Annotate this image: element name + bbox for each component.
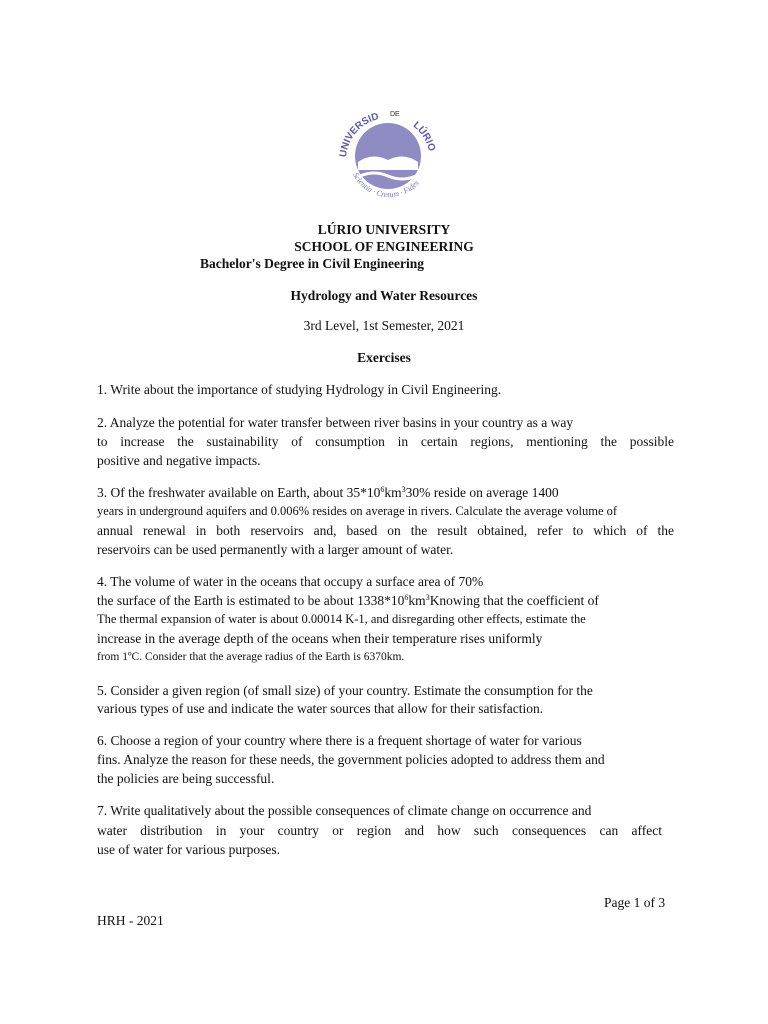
exercise-1: 1. Write about the importance of studying Hydrology in Civil Engineering. <box>97 382 502 397</box>
degree-name: Bachelor's Degree in Civil Engineering <box>200 256 424 271</box>
course-title: Hydrology and Water Resources <box>290 288 478 303</box>
exercise-4-line-5: from 1ºC. Consider that the average radius of the Earth is 6370km. <box>97 651 405 663</box>
exercise-5-line-1: 5. Consider a given region (of small size) of your country. Estimate the consumption for the <box>97 683 593 698</box>
university-name: LÚRIO UNIVERSITY <box>317 222 451 237</box>
exercise-4-line-2: the surface of the Earth is estimated to be about $1338*10^6km^3Knowing$ that the coefficient of <box>97 593 599 608</box>
exercise-6-line-1: 6. Choose a region of your country where there is a frequent shortage of water for various <box>97 733 582 748</box>
exercise-5-line-2: various types of use and indicate the water sources that allow for their satisfaction. <box>97 701 544 716</box>
exercise-4-line-3: The thermal expansion of water is about 0.00014 K-1, and disregarding other effects, estimate the <box>97 612 586 626</box>
exercise-3-line-2: years in underground aquifers and 0.006% resides on average in rivers. Calculate the average volume of <box>97 504 618 518</box>
logo-arc-right: LÚRIO <box>410 119 438 153</box>
logo-motto: Scientia · Cretum · Fides <box>350 170 421 200</box>
exercise-7-line-2: water distribution in your country or region and how such consequences can affect <box>97 823 662 838</box>
exercise-3-line-3: annual renewal in both reservoirs and, based on the result obtained, refer to which of the <box>97 523 674 538</box>
exercise-7-line-3: use of water for various purposes. <box>97 842 280 857</box>
exercise-2-line-2: to increase the sustainability of consumption in certain regions, mentioning the possible <box>97 434 674 449</box>
school-name: SCHOOL OF ENGINEERING <box>294 239 474 254</box>
course-level: 3rd Level, 1st Semester, 2021 <box>303 318 465 333</box>
exercise-3-line-4: reservoirs can be used permanently with a larger amount of water. <box>97 542 454 557</box>
exercise-3-line-1: 3. Of the freshwater available on Earth, about $35*10^6km^330\%$ reside on average 1400 <box>97 485 559 500</box>
document-code: HRH - 2021 <box>97 913 164 928</box>
university-logo <box>332 100 444 212</box>
exercise-7-line-1: 7. Write qualitatively about the possible consequences of climate change on occurrence and <box>97 803 592 818</box>
logo-arc-left: UNIVERSID <box>338 111 381 158</box>
exercise-6-line-2: fins. Analyze the reason for these needs, the government policies adopted to address them and <box>97 752 605 767</box>
exercise-6-line-3: the policies are being successful. <box>97 771 275 786</box>
logo-arc-de: DE <box>390 111 400 118</box>
page-number: Page 1 of 3 <box>604 895 666 910</box>
exercise-2-line-1: 2. Analyze the potential for water transfer between river basins in your country as a way <box>97 415 574 430</box>
exercise-2-line-3: positive and negative impacts. <box>97 453 261 468</box>
exercise-4-line-4: increase in the average depth of the oceans when their temperature rises uniformly <box>97 631 543 646</box>
exercise-4-line-1: 4. The volume of water in the oceans that occupy a surface area of 70% <box>97 574 484 589</box>
section-title: Exercises <box>357 350 411 365</box>
